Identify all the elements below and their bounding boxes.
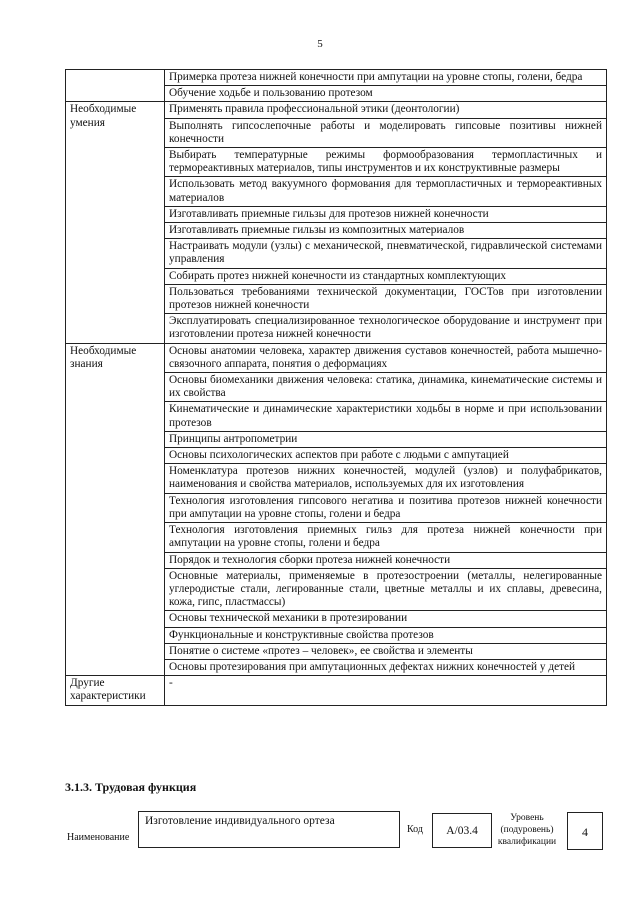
- table-cell: Собирать протез нижней конечности из стандартных комплектующих: [165, 268, 607, 284]
- requirements-table: [65, 69, 607, 706]
- table-cell: Основы протезирования при ампутационных дефектах нижних конечностей у детей: [165, 659, 607, 675]
- name-label: Наименование: [67, 832, 130, 843]
- table-cell: Функциональные и конструктивные свойства протезов: [165, 627, 607, 643]
- name-value: Изготовление индивидуального ортеза: [138, 811, 400, 848]
- table-cell: Изготавливать приемные гильзы из композитных материалов: [165, 223, 607, 239]
- table-cell: Изготавливать приемные гильзы для протезов нижней конечности: [165, 206, 607, 222]
- row-group-label: Другие характеристики: [66, 676, 165, 705]
- table-cell: Номенклатура протезов нижних конечностей, модулей (узлов) и полуфабрикатов, наименования и свойства материалов, используемых для их изготовления: [165, 464, 607, 493]
- table-cell: Кинематические и динамические характеристики ходьбы в норме и при использовании протезов: [165, 402, 607, 431]
- requirements-table-body: [66, 70, 607, 706]
- table-cell: Выбирать температурные режимы формообразования термопластичных и термореактивных материалов, типы инструментов и их конструктивные размеры: [165, 148, 607, 177]
- table-cell: Эксплуатировать специализированное технологическое оборудование и инструмент при изготовлении протеза нижней конечности: [165, 314, 607, 343]
- table-cell: Принципы антропометрии: [165, 431, 607, 447]
- table-row: [66, 70, 607, 86]
- row-group-label: [66, 70, 165, 102]
- table-cell: Технология изготовления гипсового негатива и позитива протезов нижней конечности при ампутации на уровне стопы, голени и бедра: [165, 493, 607, 522]
- code-label: Код: [407, 824, 423, 835]
- table-cell: Основы анатомии человека, характер движения суставов конечностей, работа мышечно-связочного аппарата, понятия о деформациях: [165, 343, 607, 372]
- page-number: 5: [317, 38, 323, 50]
- table-cell: Примерка протеза нижней конечности при ампутации на уровне стопы, голени, бедра: [165, 70, 607, 86]
- row-group-label: Необходимые знания: [66, 343, 165, 675]
- table-cell: Понятие о системе «протез – человек», ее свойства и элементы: [165, 643, 607, 659]
- table-cell: Применять правила профессиональной этики (деонтологии): [165, 102, 607, 118]
- table-cell: Основы технической механики в протезировании: [165, 611, 607, 627]
- table-cell: Основы биомеханики движения человека: статика, динамика, кинематические системы и их свойства: [165, 373, 607, 402]
- table-row: [66, 676, 607, 705]
- table-cell: Использовать метод вакуумного формования для термопластичных и термореактивных материалов: [165, 177, 607, 206]
- table-cell: Основы психологических аспектов при работе с людьми с ампутацией: [165, 448, 607, 464]
- table-cell: Основные материалы, применяемые в протезостроении (металлы, нелегированные углеродистые стали, легированные стали, цветные металлы и их сплавы, древесина, кожа, гипс, пластмассы): [165, 568, 607, 611]
- level-value: 4: [567, 812, 603, 850]
- table-row: [66, 343, 607, 372]
- row-group-label: Необходимые умения: [66, 102, 165, 343]
- level-label: Уровень (подуровень) квалификации: [497, 813, 557, 847]
- labor-function-header: [65, 808, 607, 852]
- table-cell: Технология изготовления приемных гильз для протеза нижней конечности при ампутации на уровне стопы, голени и бедра: [165, 523, 607, 552]
- code-value: А/03.4: [432, 813, 492, 848]
- table-row: [66, 102, 607, 118]
- table-cell: Порядок и технология сборки протеза нижней конечности: [165, 552, 607, 568]
- table-cell: Выполнять гипсослепочные работы и моделировать гипсовые позитивы нижней конечности: [165, 118, 607, 147]
- section-title: 3.1.3. Трудовая функция: [65, 780, 197, 794]
- table-cell: Обучение ходьбе и пользованию протезом: [165, 86, 607, 102]
- table-cell: Пользоваться требованиями технической документации, ГОСТов при изготовлении протезов нижней конечности: [165, 284, 607, 313]
- table-cell: Настраивать модули (узлы) с механической, пневматической, гидравлической системами управления: [165, 239, 607, 268]
- table-cell: -: [165, 676, 607, 705]
